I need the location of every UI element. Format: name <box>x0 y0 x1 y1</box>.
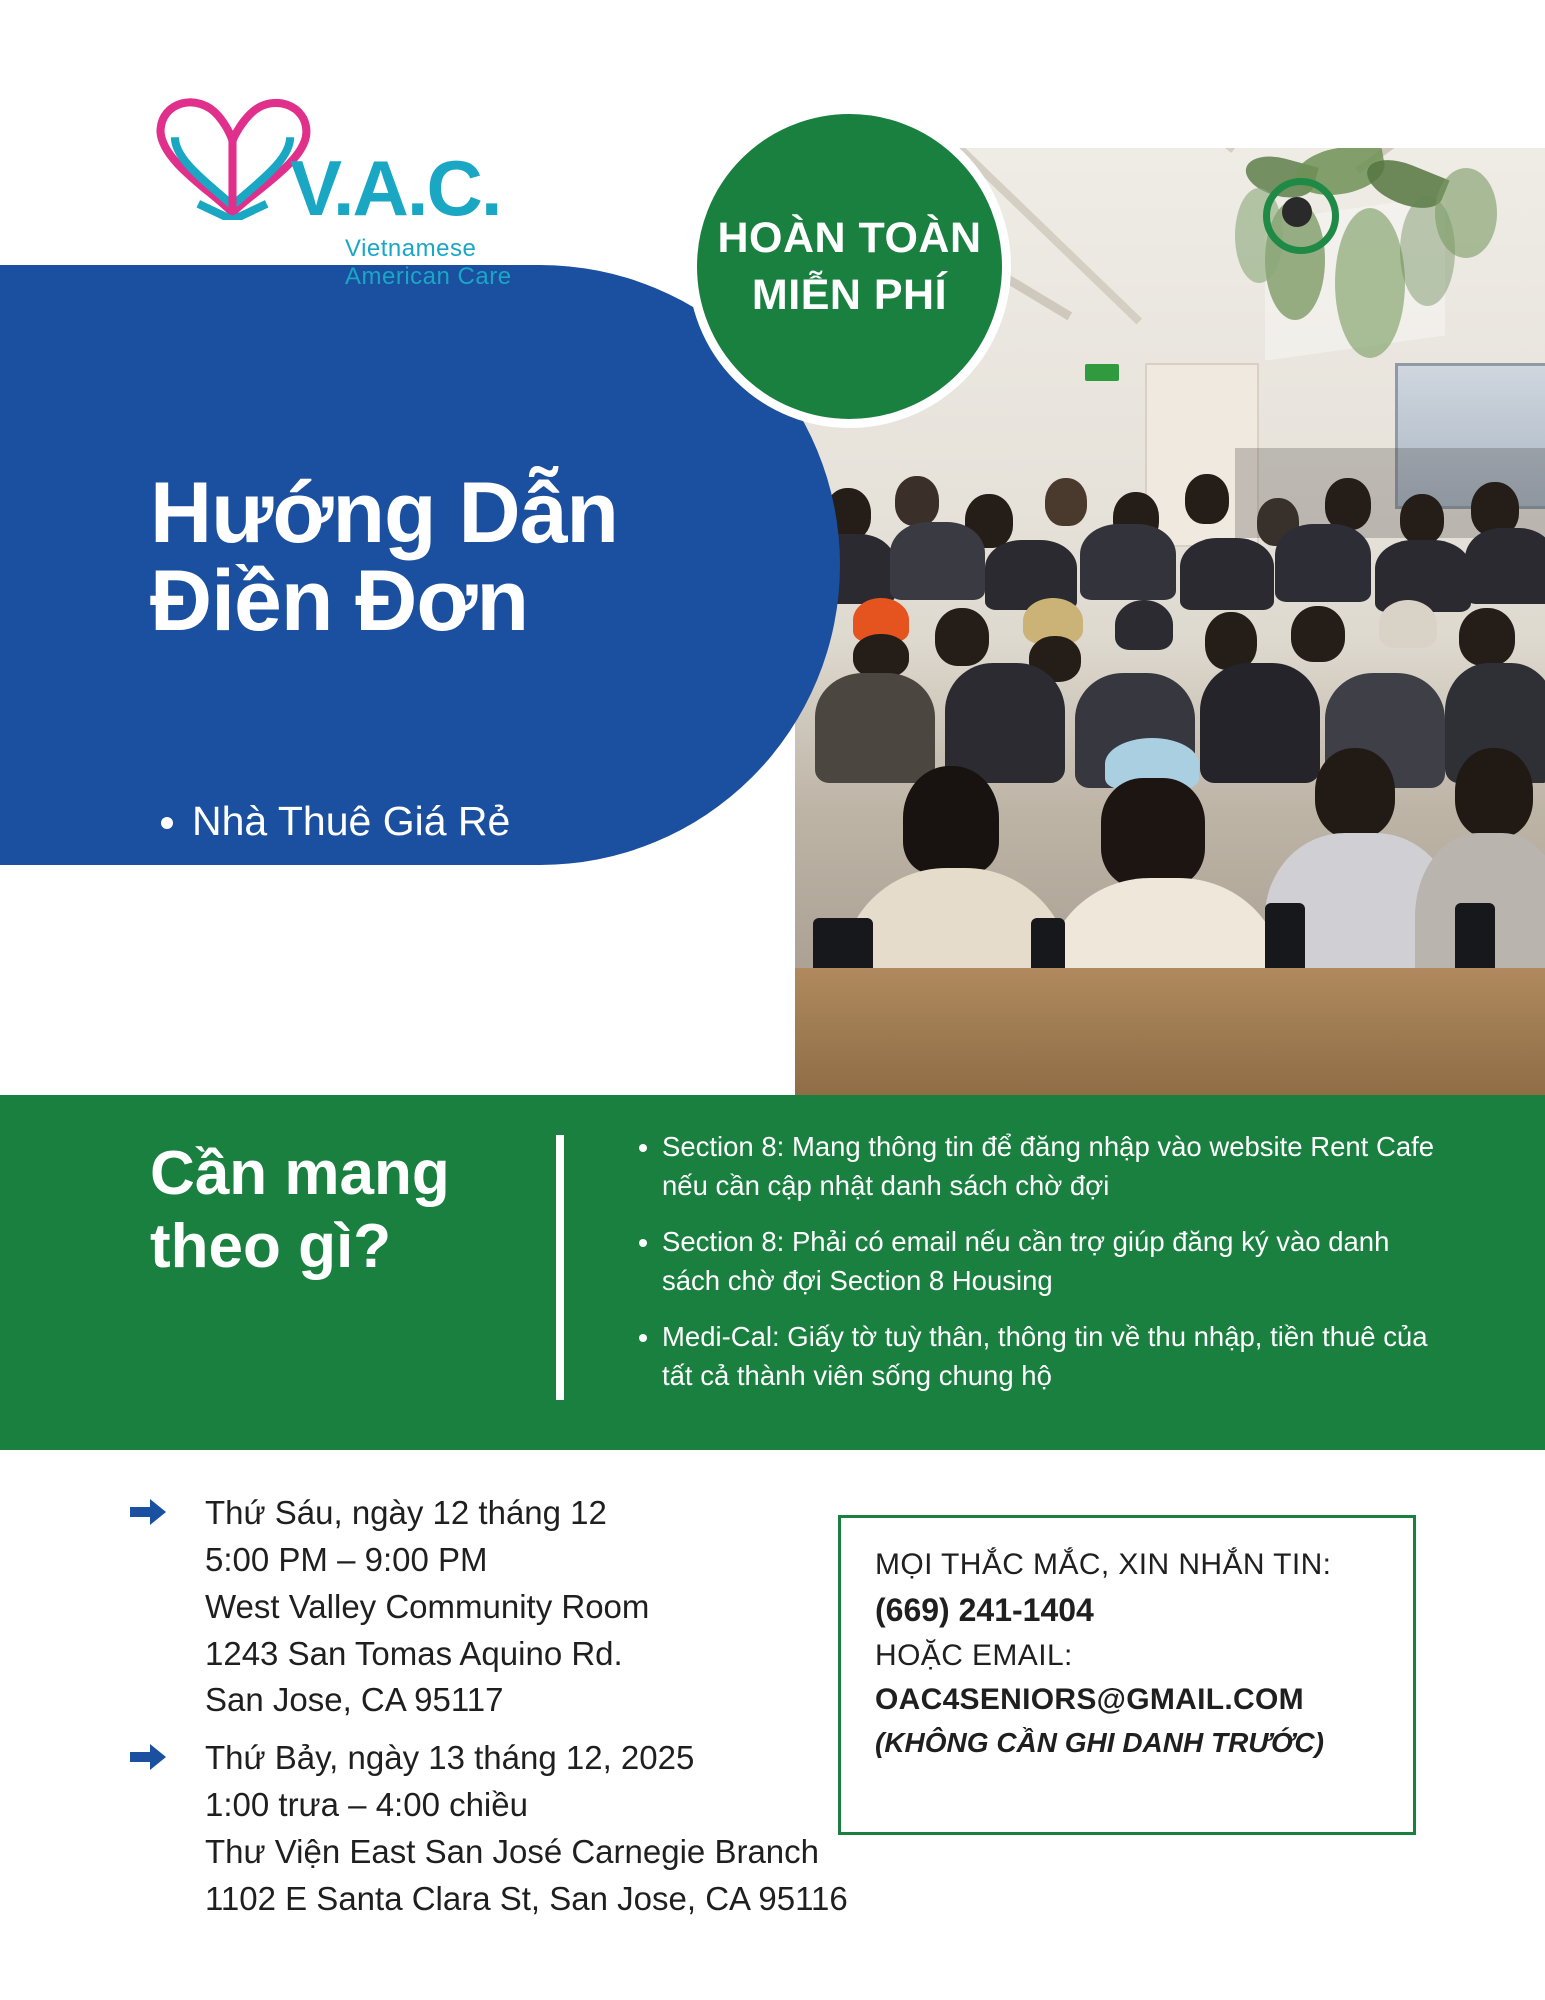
what-to-bring-title: Cần mang theo gì? <box>150 1139 450 1282</box>
list-item: • Section 8: Phải có email nếu cần trợ giúp đăng ký vào danh sách chờ đợi Section 8 Housing <box>662 1222 1450 1300</box>
what-to-bring-section <box>0 1095 1545 1450</box>
free-badge <box>688 105 1011 428</box>
event1-time: 5:00 PM – 9:00 PM <box>205 1540 488 1578</box>
contact-box <box>838 1515 1416 1835</box>
contact-phone[interactable]: (669) 241-1404 <box>875 1592 1094 1628</box>
contact-email[interactable]: OAC4SENIORS@GMAIL.COM <box>875 1683 1304 1716</box>
list-item: • Section 8: Mang thông tin để đăng nhập vào website Rent Cafe nếu cần cập nhật danh sách chờ đợi <box>662 1127 1450 1205</box>
arrow-right-icon <box>128 1497 168 1527</box>
photo-floor <box>795 968 1545 1095</box>
list-item: • Medi-Cal: Giấy tờ tuỳ thân, thông tin về thu nhập, tiền thuê của tất cả thành viên sống chung hộ <box>662 1317 1450 1395</box>
service-list <box>150 790 790 993</box>
what-to-bring-list <box>620 1127 1450 1412</box>
hanging-plant <box>1225 148 1525 368</box>
front-person-head <box>903 766 999 874</box>
list-item: • Medi-Cal <box>192 925 790 989</box>
exit-sign-icon <box>1085 364 1119 381</box>
footer-section <box>0 1450 1545 2000</box>
event-details-1 <box>205 1490 845 1724</box>
logo-subtitle: Vietnamese American Care <box>345 235 512 290</box>
event2-time: 1:00 trưa – 4:00 chiều <box>205 1785 528 1823</box>
event2-date: Thứ Bảy, ngày 13 tháng 12, 2025 <box>205 1739 695 1776</box>
page-title-line2: Điền Đơn <box>150 552 529 649</box>
event-details-2 <box>205 1735 905 1922</box>
vertical-divider <box>556 1135 564 1400</box>
event1-venue: West Valley Community Room <box>205 1587 650 1625</box>
contact-note: (KHÔNG CẦN GHI DANH TRƯỚC) <box>875 1727 1324 1758</box>
contact-heading: MỌI THẮC MẮC, XIN NHẮN TIN: <box>875 1548 1332 1581</box>
event1-date: Thứ Sáu, ngày 12 tháng 12 <box>205 1494 607 1531</box>
event1-address: 1243 San Tomas Aquino Rd. <box>205 1634 623 1672</box>
free-badge-text: HOÀN TOÀN MIỄN PHÍ <box>717 213 982 319</box>
list-item: • Section 8 Housing <box>192 858 790 922</box>
contact-email-label: HOẶC EMAIL: <box>875 1639 1073 1672</box>
vac-logo <box>130 85 560 290</box>
light-hat <box>1379 600 1437 648</box>
event1-city: San Jose, CA 95117 <box>205 1681 504 1719</box>
event2-venue: Thư Viện East San José Carnegie Branch <box>205 1832 819 1870</box>
decor-ring-icon <box>1263 178 1339 254</box>
arrow-right-icon <box>128 1742 168 1772</box>
logo-text: V.A.C. <box>290 144 501 232</box>
page-title-line1: Hướng Dẫn <box>150 465 618 561</box>
black-hat <box>1115 600 1173 650</box>
event2-address: 1102 E Santa Clara St, San Jose, CA 95116 <box>205 1879 848 1917</box>
list-item: • Nhà Thuê Giá Rẻ <box>192 790 790 854</box>
page-title <box>150 465 870 649</box>
